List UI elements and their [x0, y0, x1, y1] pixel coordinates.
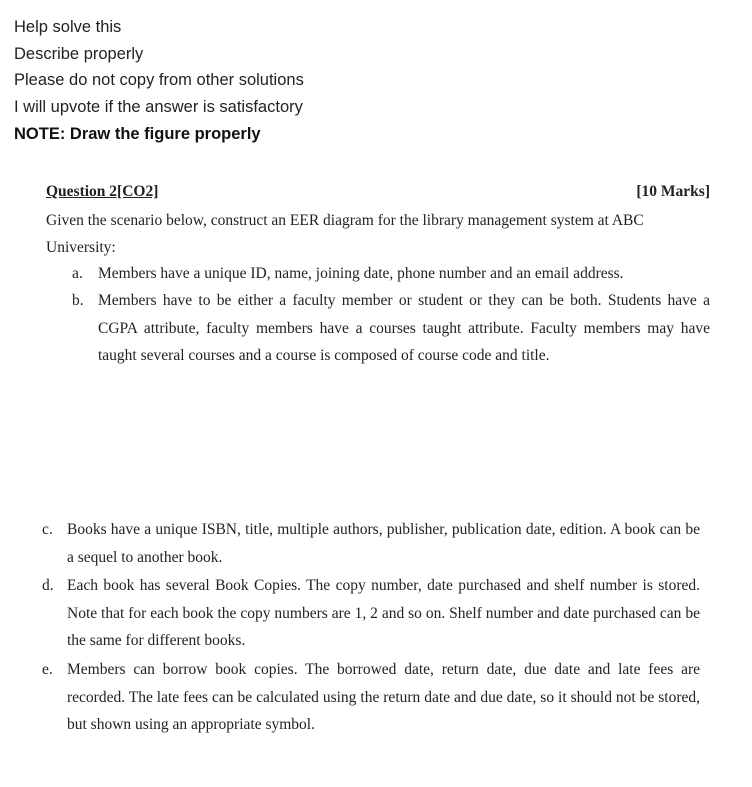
item-text: Members can borrow book copies. The borrowed date, return date, due date and late fees are recorded. The late fees can be calculated using the return date and due date, so it should not be stored, but shown using an appropriate symbol.	[67, 661, 700, 733]
item-marker: e.	[42, 661, 53, 678]
question-intro: Given the scenario below, construct an EER diagram for the library management system at ABC University:	[46, 212, 644, 256]
intro-line-4: I will upvote if the answer is satisfactory	[14, 97, 303, 116]
item-text: Members have a unique ID, name, joining date, phone number and an email address.	[98, 265, 624, 282]
item-marker: d.	[42, 577, 54, 594]
item-marker: b.	[72, 292, 84, 309]
item-marker: a.	[72, 265, 83, 282]
question-marks: [10 Marks]	[636, 183, 710, 200]
item-text: Members have to be either a faculty member or student or they can be both. Students have a CGPA attribute, faculty members have a courses taught attribute. Faculty members may have taught several courses and a course is composed of course code and title.	[98, 292, 710, 364]
intro-line-2: Describe properly	[14, 44, 144, 63]
item-text: Each book has several Book Copies. The copy number, date purchased and shelf number is stored. Note that for each book the copy numbers are 1, 2 and so on. Shelf number and date purchased can be the same for different books.	[67, 577, 700, 649]
intro-note: NOTE: Draw the figure properly	[14, 125, 261, 143]
intro-line-1: Help solve this	[14, 18, 122, 36]
item-marker: c.	[42, 521, 53, 538]
question-header	[46, 182, 710, 202]
question-title: Question 2[CO2]	[46, 183, 159, 200]
item-text: Books have a unique ISBN, title, multiple authors, publisher, publication date, edition. A book can be a sequel to another book.	[67, 521, 700, 566]
request-text	[14, 14, 304, 148]
intro-line-3: Please do not copy from other solutions	[14, 71, 304, 89]
